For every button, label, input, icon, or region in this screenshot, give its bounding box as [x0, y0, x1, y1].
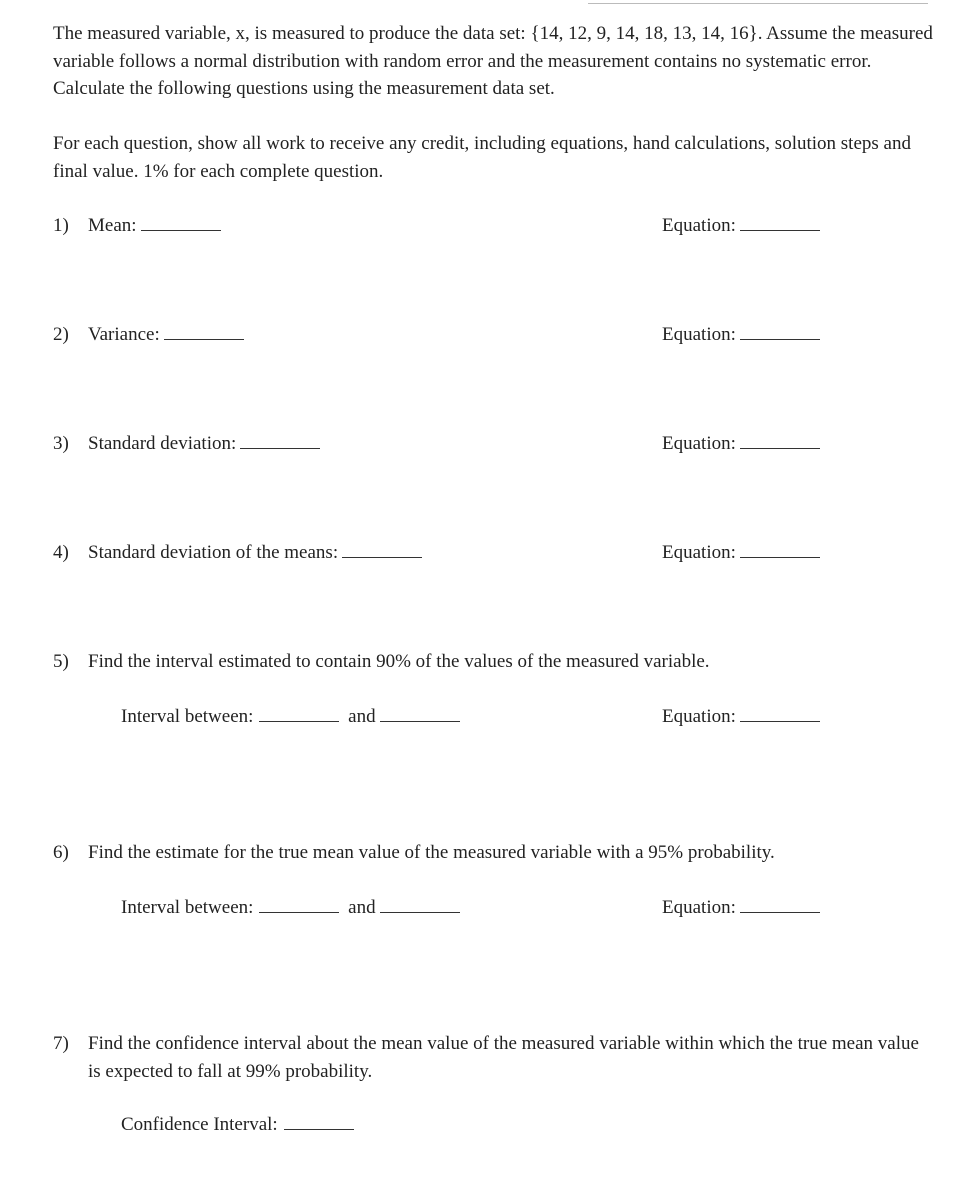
question-2-equation: [662, 323, 820, 347]
top-divider: [588, 3, 928, 4]
q6-upper-bound-blank[interactable]: [380, 911, 460, 913]
question-6-interval: [121, 896, 460, 920]
equation-label: Equation:: [662, 215, 736, 236]
confidence-interval-blank[interactable]: [284, 1128, 354, 1130]
equation-label: Equation:: [662, 542, 736, 563]
std-dev-means-equation-blank[interactable]: [740, 556, 820, 558]
question-2-number: 2): [53, 324, 69, 345]
question-4-label: Standard deviation of the means:: [88, 542, 339, 563]
q6-equation-blank[interactable]: [740, 911, 820, 913]
question-7-label: Find the confidence interval about the mean value of the measured variable within which the true mean value is expected to fall at 99% probability.: [88, 1033, 919, 1082]
mean-equation-blank[interactable]: [740, 229, 820, 231]
question-5-number: 5): [53, 651, 69, 672]
equation-label: Equation:: [662, 433, 736, 454]
std-dev-equation-blank[interactable]: [740, 447, 820, 449]
question-1-number: 1): [53, 215, 69, 236]
question-3-number: 3): [53, 433, 69, 454]
question-6-equation: [662, 896, 820, 920]
question-1-equation: [662, 214, 820, 238]
question-5-label: Find the interval estimated to contain 90% of the values of the measured variable.: [88, 651, 710, 672]
question-2-label: Variance:: [88, 324, 160, 345]
q5-equation-blank[interactable]: [740, 720, 820, 722]
question-2: [88, 323, 244, 347]
instructions-paragraph: For each question, show all work to receive any credit, including equations, hand calculations, solution steps and final value. 1% for each complete question.: [53, 133, 911, 182]
question-1-label: Mean:: [88, 215, 137, 236]
equation-label: Equation:: [662, 897, 736, 918]
and-label: and: [348, 897, 376, 918]
question-1: [88, 214, 221, 238]
question-7-confidence: [121, 1113, 354, 1137]
question-7-number: 7): [53, 1033, 69, 1054]
question-4: [88, 541, 422, 565]
question-5-equation: [662, 705, 820, 729]
variance-answer-blank[interactable]: [164, 338, 244, 340]
equation-label: Equation:: [662, 706, 736, 727]
mean-answer-blank[interactable]: [141, 229, 221, 231]
std-dev-answer-blank[interactable]: [240, 447, 320, 449]
question-6-label: Find the estimate for the true mean value of the measured variable with a 95% probability.: [88, 842, 775, 863]
q6-lower-bound-blank[interactable]: [259, 911, 339, 913]
question-3-equation: [662, 432, 820, 456]
std-dev-means-answer-blank[interactable]: [342, 556, 422, 558]
interval-label: Interval between:: [121, 897, 254, 918]
question-6-number: 6): [53, 842, 69, 863]
question-5-interval: [121, 705, 460, 729]
question-4-equation: [662, 541, 820, 565]
intro-paragraph: The measured variable, x, is measured to produce the data set: {14, 12, 9, 14, 18, 13, 14, 16}. Assume the measured variable follows a normal distribution with random error and the measurement contains no systematic error. Calculate the following questions using the measurement data set.: [53, 23, 933, 99]
q5-upper-bound-blank[interactable]: [380, 720, 460, 722]
question-4-number: 4): [53, 542, 69, 563]
and-label: and: [348, 706, 376, 727]
interval-label: Interval between:: [121, 706, 254, 727]
question-3: [88, 432, 320, 456]
variance-equation-blank[interactable]: [740, 338, 820, 340]
question-3-label: Standard deviation:: [88, 433, 237, 454]
confidence-interval-label: Confidence Interval:: [121, 1114, 278, 1135]
equation-label: Equation:: [662, 324, 736, 345]
q5-lower-bound-blank[interactable]: [259, 720, 339, 722]
